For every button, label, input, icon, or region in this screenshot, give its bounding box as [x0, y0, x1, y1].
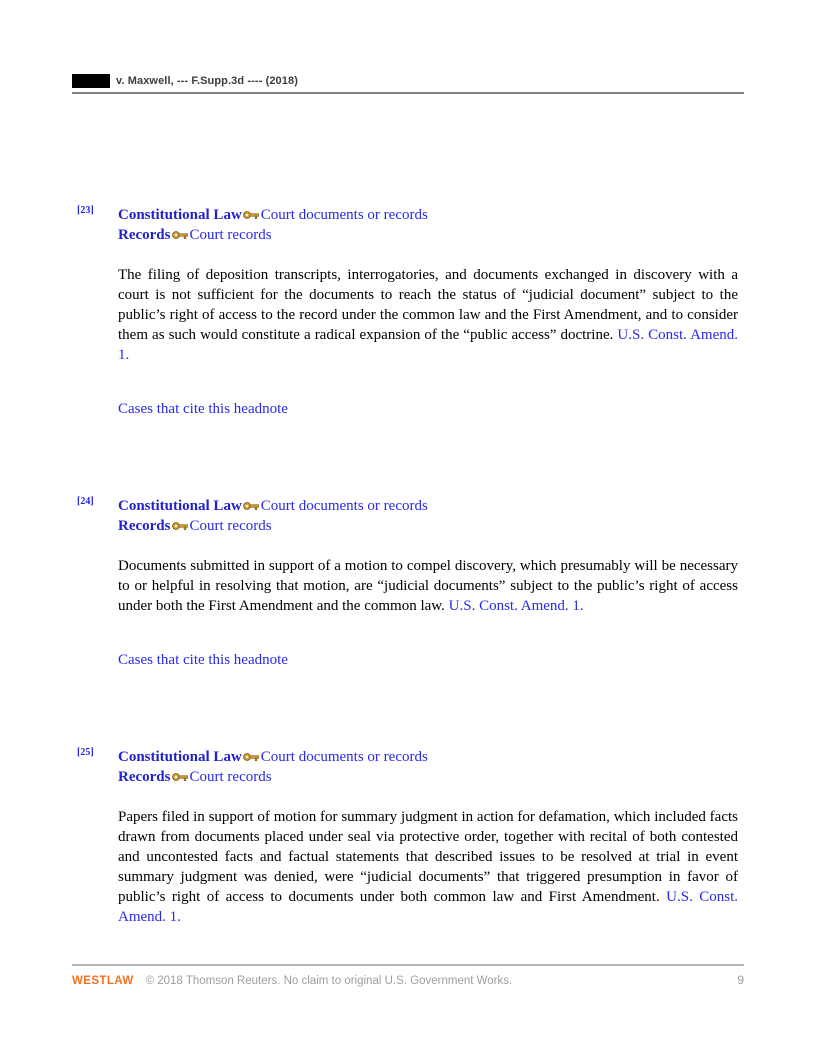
redacted-party-name [72, 74, 110, 88]
headnote-text [118, 807, 738, 927]
topic-line [118, 496, 738, 516]
copyright-notice: © 2018 Thomson Reuters. No claim to original U.S. Government Works. [145, 975, 513, 987]
subtopic-link[interactable]: Court records [189, 227, 272, 243]
headnote-number: [24] [77, 496, 94, 507]
headnote-24 [77, 496, 738, 670]
document-body [77, 94, 739, 927]
topic-line [118, 205, 738, 225]
westlaw-key-icon [172, 521, 189, 531]
headnote-25 [77, 747, 739, 927]
document-header [72, 74, 744, 94]
topic-line [118, 516, 738, 536]
westlaw-key-icon [172, 230, 189, 240]
headnote-23 [77, 205, 739, 419]
topic-line [118, 747, 738, 767]
headnote-text-content: The filing of deposition transcripts, interrogatories, and documents exchanged in discovery with a court is not sufficient for the documents to reach the status of “judicial document” subject to the public’s right of access to the record under the common law and the First Amendment, and to consider them as such would constitute a radical expansion of the “public access” doctrine. [118, 267, 738, 343]
headnote-text [118, 265, 738, 365]
cases-cite-row [118, 650, 738, 670]
headnote-number: [23] [77, 205, 94, 216]
westlaw-key-icon [172, 772, 189, 782]
subtopic-link[interactable]: Court documents or records [260, 749, 428, 765]
topic-link[interactable]: Records [118, 518, 171, 534]
cases-that-cite-link[interactable]: Cases that cite this headnote [118, 652, 288, 668]
headnote-number: [25] [77, 747, 94, 758]
topic-link[interactable]: Records [118, 227, 171, 243]
topic-line [118, 767, 738, 787]
westlaw-logo: WESTLAW [72, 975, 134, 987]
case-citation-title: v. Maxwell, --- F.Supp.3d ---- (2018) [116, 75, 298, 87]
document-footer [72, 964, 744, 987]
topic-link[interactable]: Constitutional Law [118, 749, 242, 765]
subtopic-link[interactable]: Court documents or records [260, 498, 428, 514]
statute-citation-link[interactable]: U.S. Const. Amend. 1. [448, 598, 584, 614]
headnote-text-content: Documents submitted in support of a motion to compel discovery, which presumably will be necessary to or helpful in resolving that motion, are “judicial documents” subject to the public’s right of access under both the First Amendment and the common law. [118, 558, 738, 614]
cases-that-cite-link[interactable]: Cases that cite this headnote [118, 401, 288, 417]
statute-citation-link[interactable]: U.S. Const. Amend. 1. [118, 327, 739, 363]
subtopic-link[interactable]: Court records [189, 518, 272, 534]
westlaw-key-icon [243, 210, 260, 220]
cases-cite-row [118, 399, 738, 419]
statute-citation-link[interactable]: U.S. Const. Amend. 1. [118, 889, 739, 925]
topic-link[interactable]: Records [118, 769, 171, 785]
topic-line [118, 225, 738, 245]
subtopic-link[interactable]: Court records [189, 769, 272, 785]
headnote-text [118, 556, 738, 616]
topic-link[interactable]: Constitutional Law [118, 498, 242, 514]
westlaw-key-icon [243, 752, 260, 762]
headnote-text-content: Papers filed in support of motion for summary judgment in action for defamation, which included facts drawn from documents placed under seal via protective order, together with recital of both contested and uncontested facts and factual statements that described issues to be resolved at trial in event summary judgment was denied, were “judicial documents” that triggered presumption in favor of public’s right of access to documents under both common law and First Amendment. [118, 809, 738, 905]
subtopic-link[interactable]: Court documents or records [260, 207, 428, 223]
page-number: 9 [737, 973, 744, 987]
topic-link[interactable]: Constitutional Law [118, 207, 242, 223]
westlaw-key-icon [243, 501, 260, 511]
